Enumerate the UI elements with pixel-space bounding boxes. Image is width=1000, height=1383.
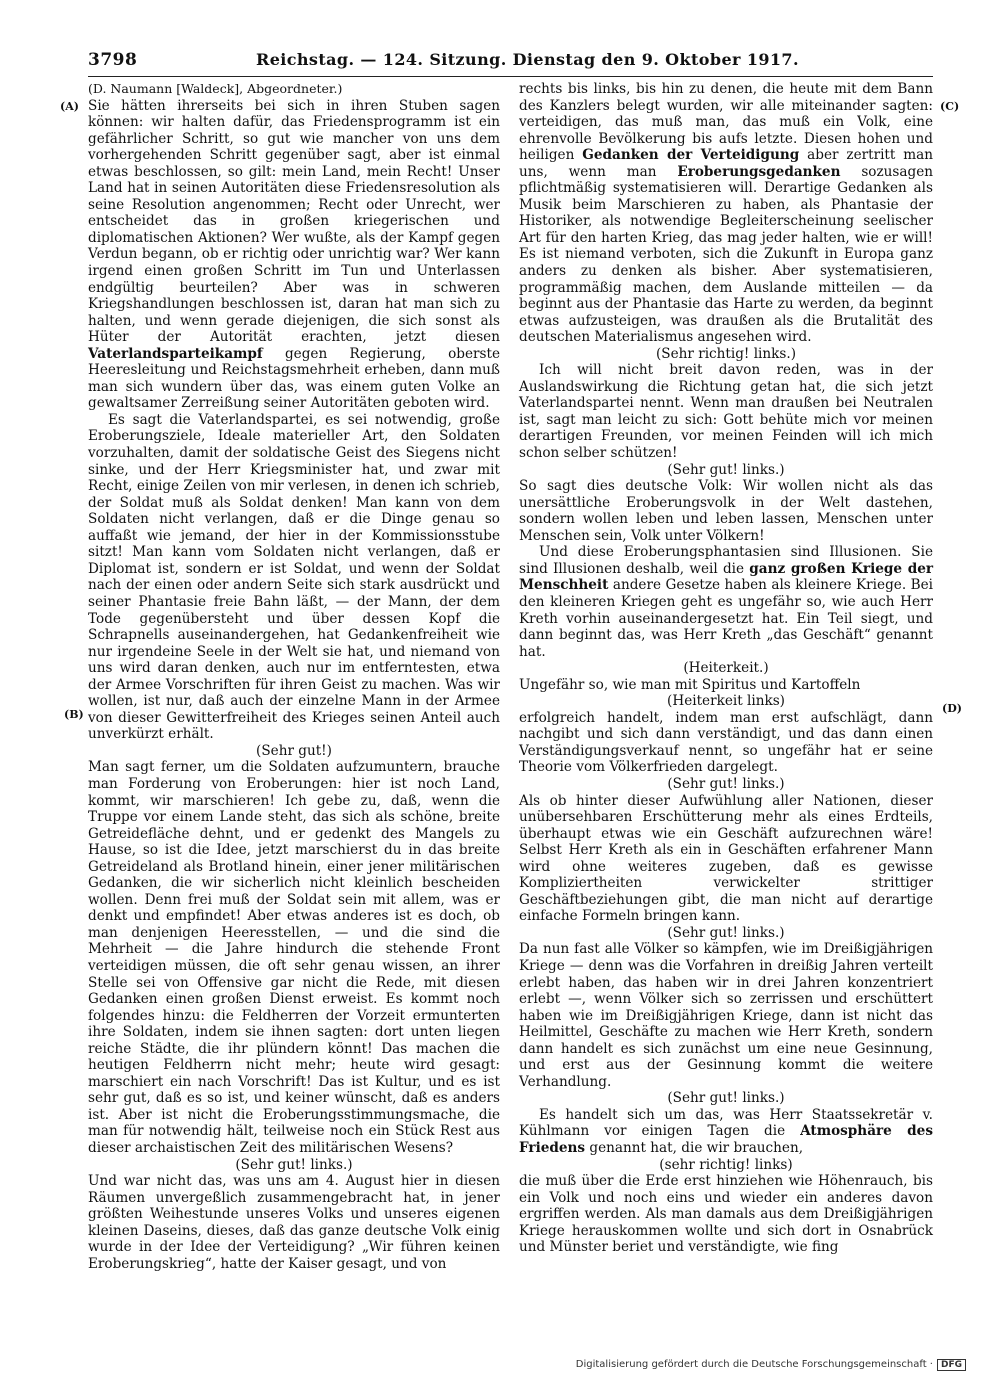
page-number: 3798 (88, 50, 138, 70)
margin-marker-b: (B) (64, 708, 84, 721)
paragraph: Ich will nicht breit davon reden, was in der Auslandswirkung die Richtung getan hat, die sich jetzt Vaterlandspartei nennt. Wenn man draußen bei Neutralen ist, sagt man leicht zu sich: Gott behüte mich vor meinen derartigen Freunden, vor meinen Feinden will ich mich schon selber schützen! (519, 362, 933, 462)
dfg-logo: DFG (937, 1359, 966, 1371)
reaction: (Sehr richtig! links.) (655, 345, 797, 362)
paragraph: Ungefähr so, wie man mit Spiritus und Kartoffeln (519, 676, 861, 693)
paragraph: Es handelt sich um das, was Herr Staatssekretär v. Kühlmann vor einigen Tagen die Atmosphäre des Friedens genannt hat, die wir brauchen, (519, 1106, 933, 1156)
margin-marker-c: (C) (940, 100, 960, 113)
paragraph: Und war nicht das, was uns am 4. August hier in diesen Räumen unvergeßlich zusammengebracht hat, in jener größten Weihestunde unseres Volks und unseres eigenen kleinen Daseins, dieses, daß das ganze deutsche Volk einig wurde in der Idee der Verteidigung? „Wir führen keinen Eroberungskrieg“, hatte der Kaiser gesagt, und von (88, 1173, 500, 1272)
margin-marker-a: (A) (60, 100, 79, 113)
emphasis: Atmosphäre des Friedens (519, 1123, 933, 1156)
reaction: (Heiterkeit links) (667, 693, 785, 710)
paragraph: rechts bis links, bis hin zu denen, die heute mit dem Bann des Kanzlers belegt wurden, wir alle miteinander sagten: verteidigen, das muß man, das muß ein Volk, eine ehrenvolle Bevölkerung bis aufs letzte. Diesen hohen und heiligen Gedanken der Verteidigung aber zertritt man uns, wenn man Eroberungsgedanken sozusagen pflichtmäßig systematisieren will. Derartige Gedanken als Musik beim Marschieren zu haben, als Phantasie der Historiker, als notwendige Begleiterscheinung seelischer Art für den harten Krieg, das mag jeder halten, wie er will! Es ist niemand verboten, sich die Zukunft in Europa ganz anders zu denken als bisher. Aber systematisieren, programmäßig machen, dem Auslande mitteilen — da beginnt aus der Phantasie das Harte zu werden, da beginnt etwas aufzusteigen, was draußen als die Brutalität des deutschen Materialismus angesehen wird. (519, 81, 933, 346)
paragraph: erfolgreich handelt, indem man erst aufschlägt, dann nachgibt und sich dann verständigt, und das dann einen Verständigungsverkauf nennt, so ungefähr hat er seine Theorie vom Völkerfrieden dargelegt. (519, 709, 933, 776)
margin-marker-d: (D) (942, 702, 962, 715)
emphasis: Vaterlandsparteikampf (88, 345, 263, 362)
left-column (88, 81, 500, 1272)
running-title: Reichstag. — 124. Sitzung. Dienstag den 9. Oktober 1917. (256, 50, 799, 69)
page-header (88, 50, 933, 77)
reaction: (Sehr gut! links.) (235, 1156, 353, 1173)
digitization-credit (576, 1359, 966, 1371)
reaction: (Sehr gut! links.) (667, 924, 785, 941)
emphasis: Eroberungsgedanken (677, 163, 841, 180)
paragraph: Es sagt die Vaterlandspartei, es sei notwendig, große Eroberungsziele, Ideale materieller Art, den Soldaten vorzuhalten, damit der soldatische Geist des Siegens nicht sinke, und der Herr Kriegsminister hat, und zwar mit Recht, einige Zeilen von mir verlesen, in denen ich schrieb, der Soldat muß als Soldat denken! Man kann von dem Soldaten nicht verlangen, daß er die Dinge genau so auffaßt wie jemand, der hier in der Kommissionsstube sitzt! Man kann vom Soldaten nicht verlangen, daß er Diplomat ist, sondern er ist Soldat, und wenn der Soldat nach der einen oder andern Seite sich stark ausdrückt und seiner Phantasie freie Bahn läßt, — der Mann, der dem Tode gegenübersteht und über dessen Kopf die Schrapnells auseinandergehen, hat Gedankenfreiheit wie nur irgendeine Seele in der Welt sie hat, und niemand von uns wird daran denken, auch nur im entferntesten, etwa der Armee Vorschriften für ihren Geist zu machen. Was wir wollen, ist nur, daß auch der einzelne Mann in der Armee von dieser Gewitterfreiheit des Krieges seinen Anteil auch unverkürzt erhält. (88, 411, 500, 743)
speaker-line: (D. Naumann [Waldeck], Abgeordneter.) (88, 81, 343, 96)
reaction: (Sehr gut!) (256, 742, 332, 759)
reaction: (Sehr gut! links.) (667, 775, 785, 792)
paragraph: die muß über die Erde erst hinziehen wie Höhenrauch, bis ein Volk und noch eins und wieder ein anderes davon ergriffen werden. Als man damals aus dem Dreißigjährigen Kriege herauskommen wollte und sich dort in Osnabrück und Münster beriet und verständigte, wie fing (519, 1173, 933, 1256)
reaction: (Heiterkeit.) (683, 660, 769, 677)
emphasis: Gedanken der Verteidigung (582, 147, 800, 164)
reaction: (sehr richtig! links) (659, 1156, 793, 1173)
paragraph: Als ob hinter dieser Aufwühlung aller Nationen, dieser unübersehbaren Erschütterung mehr als eines Erdteils, überhaupt etwas wie ein Geschäft aufzurechnen wäre! Selbst Herr Kreth als ein in Geschäften erfahrener Mann wird ohne weiteres zugeben, daß es gewisse Kompliziertheiten verwickelter strittiger Geschäftbeziehungen gibt, die man nicht auf derartige einfache Formeln bringen kann. (519, 792, 933, 925)
credit-text: Digitalisierung gefördert durch die Deutsche Forschungsgemeinschaft · (575, 1359, 933, 1370)
paragraph: So sagt dies deutsche Volk: Wir wollen nicht als das unersättliche Eroberungsvolk in der Welt dastehen, sondern wollen leben und leben lassen, Menschen unter Menschen sein, Volk unter Völkern! (519, 478, 933, 544)
reaction: (Sehr gut! links.) (667, 1090, 785, 1107)
paragraph: Sie hätten ihrerseits bei sich in ihren Stuben sagen können: wir halten dafür, das Friedensprogramm ist ein gefährlicher Schritt, so gut wie mancher von uns dem vorhergehenden Schritt gegenüber sagt, aber ist einmal etwas beschlossen, so gilt: mein Land, mein Recht! Unser Land hat in seinen Autoritäten diese Friedensresolution als seine Resolution angenommen; Recht oder Unrecht, wer entscheidet das in großen kriegerischen und diplomatischen Aktionen? Wer wußte, als der Kampf gegen Verdun begann, ob er richtig oder unrichtig war? Wer kann irgend einen großen Schritt im Tun und Unterlassen endgültig beurteilen? Aber was in schweren Kriegshandlungen beschlossen ist, daran hat man sich zu halten, und wenn gerade diejenigen, die sich sonst als Hüter der Autorität erachten, jetzt diesen Vaterlandsparteikampf gegen Regierung, oberste Heeresleitung und Reichstagsmehrheit erheben, dann muß man sich wundern über das, was einem guten Volke an gewaltsamer Zerreißung seiner Autoritäten geboten wird. (88, 97, 500, 412)
paragraph: Man sagt ferner, um die Soldaten aufzumuntern, brauche man Forderung von Eroberungen: hier ist noch Land, kommt, wir marschieren! Ich gebe zu, daß, wenn die Truppe vor einem Lande steht, das sich als schöne, breite Getreidefläche dehnt, und er gedenkt des Mangels zu Hause, so ist die Idee, jetzt marschierst du in das breite Getreideland als Brotland hinein, einer jener militärischen Gedanken, die wir sicherlich nicht kleinlich bescheiden wollen. Denn frei muß der Soldat sein mit allem, was er denkt und empfindet! Aber etwas anderes ist es doch, ob man denjenigen Heeresstellen, — und die sind die Mehrheit — die Jahre hindurch die stehende Front verteidigen müssen, die oft sehr genau wissen, an ihrer Stelle sei von Offensive gar nicht die Rede, mit diesen Gedanken einen großen Dienst erweist. Es kommt noch folgendes hinzu: die Feldherren der Vorzeit ermunterten ihre Soldaten, indem sie ihnen sagten: dort unten liegen reiche Städte, die ihr plündern könnt! Das machen die heutigen Feldherrn nicht mehr; heute wird gesagt: marschiert ein nach Vorschrift! Das ist Kultur, und es ist sehr gut, daß es so ist, und keiner wünscht, daß es anders ist. Aber ist nicht die Eroberungsstimmungsmache, die man für notwendig hält, teilweise noch ein Stück Rest aus dieser archaistischen Zeit des militärischen Wesens? (88, 759, 500, 1156)
paragraph: Und diese Eroberungsphantasien sind Illusionen. Sie sind Illusionen deshalb, weil die ganz großen Kriege der Menschheit andere Gesetze haben als kleinere Kriege. Bei den kleineren Kriegen geht es ungefähr so, wie auch Herr Kreth vorhin auseinandergesetzt hat. Ein Teil siegt, und dann beginnt das, was Herr Kreth „das Geschäft“ genannt hat. (519, 544, 934, 660)
right-column (519, 81, 933, 1256)
paragraph: Da nun fast alle Völker so kämpfen, wie im Dreißigjährigen Kriege — denn was die Vorfahren in dreißig Jahren verteilt erlebt haben, das haben wir in drei Jahren konzentriert erlebt —, wenn Völker sich so zerrissen und erschüttert haben wie im Dreißigjährigen Kriege, dann ist nicht das Heilmittel, Geschäfte zu machen wie Herr Kreth, sondern dann handelt es sich zunächst um eine neue Gesinnung, und erst aus der Gesinnung kommt die weitere Verhandlung. (519, 941, 933, 1090)
reaction: (Sehr gut! links.) (667, 461, 785, 478)
emphasis: ganz großen Kriege der Menschheit (519, 560, 934, 594)
